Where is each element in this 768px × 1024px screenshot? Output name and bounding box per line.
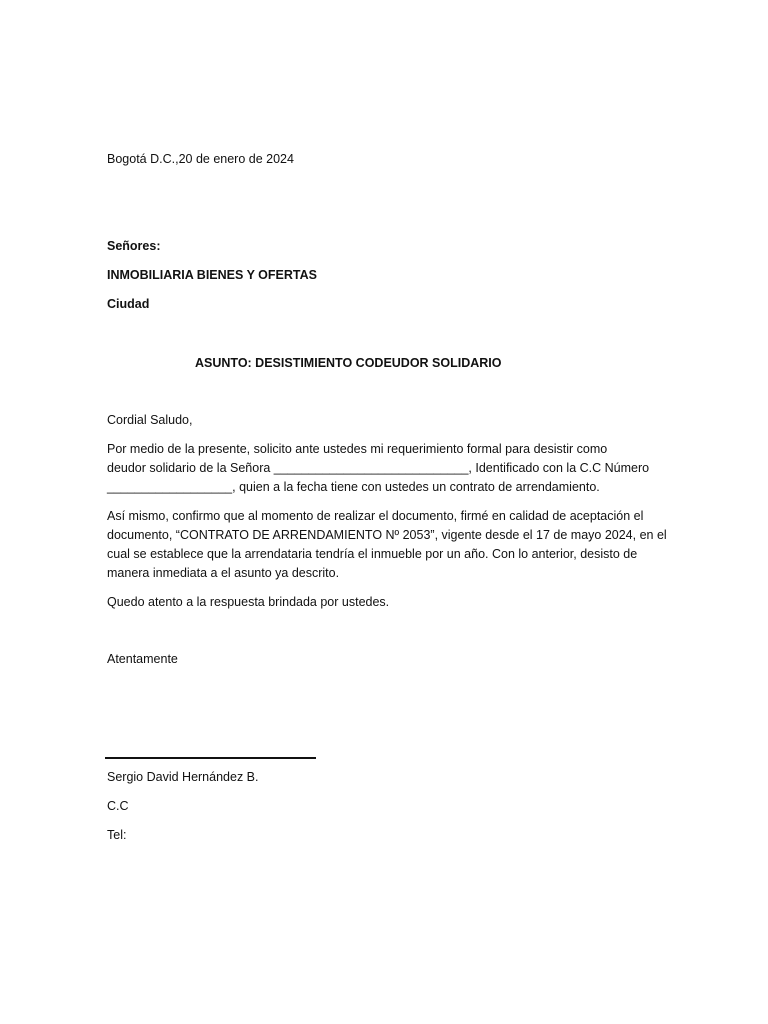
signature-id-label: C.C <box>107 799 129 813</box>
signature-phone-label: Tel: <box>107 828 127 842</box>
paragraph-line: __________________, quien a la fecha tiene con ustedes un contrato de arrendamiento. <box>107 480 600 494</box>
recipient-title: Señores: <box>107 239 161 253</box>
letter-greeting: Cordial Saludo, <box>107 413 193 427</box>
paragraph-request <box>107 440 667 497</box>
paragraph-line: Así mismo, confirmo que al momento de realizar el documento, firmé en calidad de aceptación el <box>107 509 644 523</box>
paragraph-line: cual se establece que la arrendataria tendría el inmueble por un año. Con lo anterior, desisto de <box>107 547 638 561</box>
paragraph-line: Por medio de la presente, solicito ante ustedes mi requerimiento formal para desistir como <box>107 442 608 456</box>
recipient-company: INMOBILIARIA BIENES Y OFERTAS <box>107 268 317 282</box>
signature-line <box>105 757 316 759</box>
paragraph-line: deudor solidario de la Señora ____________________________, Identificado con la C.C Número <box>107 461 650 475</box>
signature-name: Sergio David Hernández B. <box>107 770 259 784</box>
paragraph-contract <box>107 507 667 583</box>
paragraph-line: manera inmediata a el asunto ya descrito. <box>107 566 340 580</box>
letter-subject: ASUNTO: DESISTIMIENTO CODEUDOR SOLIDARIO <box>195 356 502 370</box>
recipient-city: Ciudad <box>107 297 150 311</box>
letter-closing: Atentamente <box>107 652 178 666</box>
paragraph-line: documento, “CONTRATO DE ARRENDAMIENTO Nº 2053”, vigente desde el 17 de mayo 2024, en el <box>107 528 667 542</box>
paragraph-closing-note: Quedo atento a la respuesta brindada por ustedes. <box>107 595 390 609</box>
letter-date: Bogotá D.C.,20 de enero de 2024 <box>107 152 294 166</box>
